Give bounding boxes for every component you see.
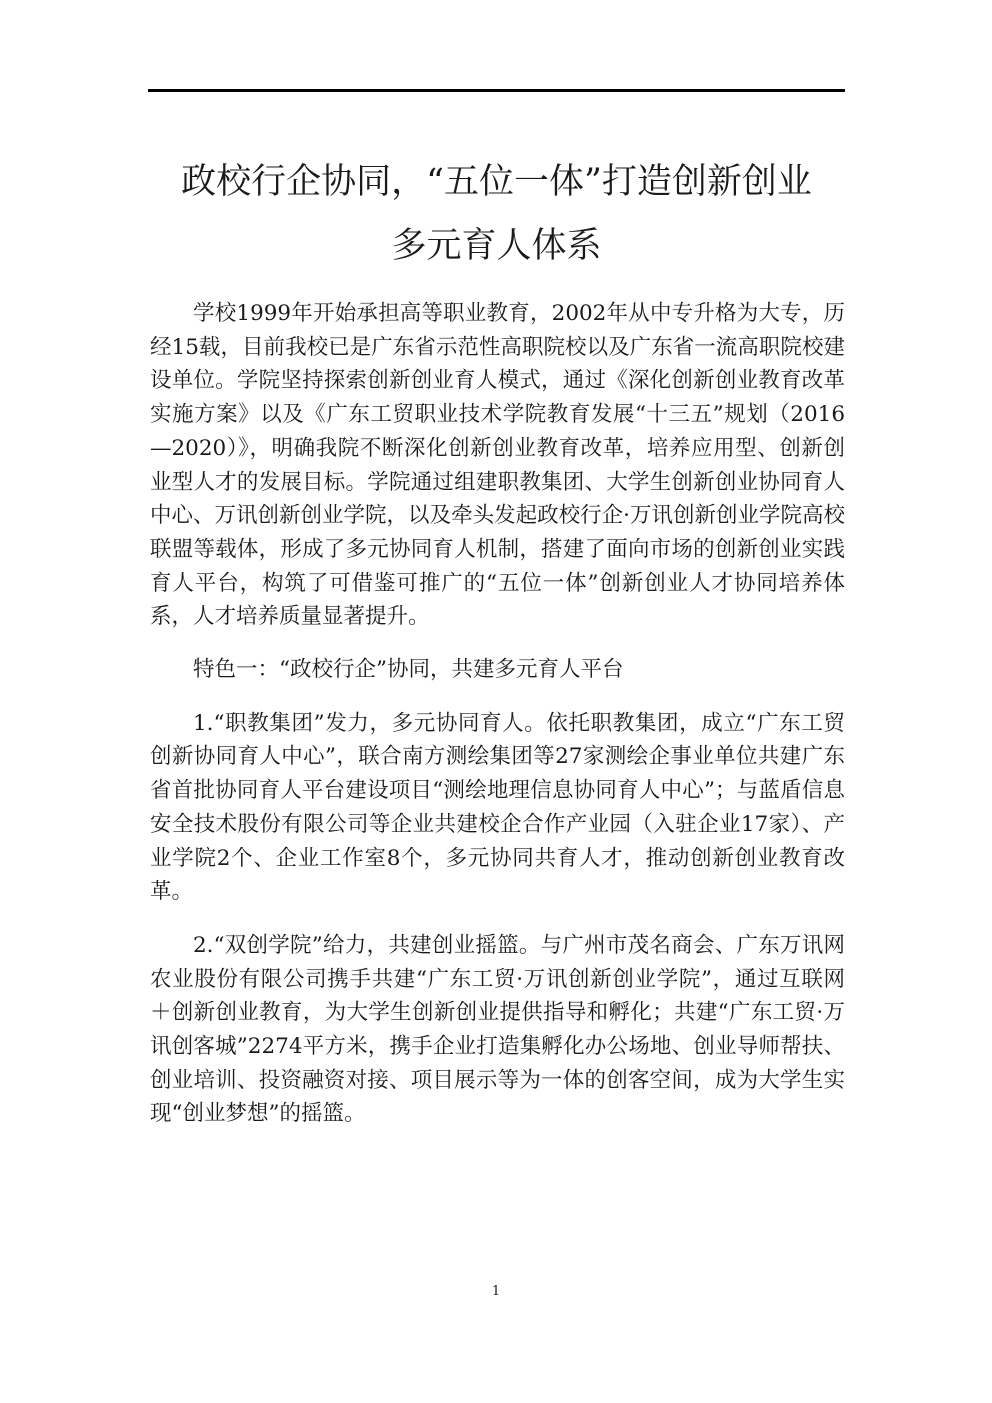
- document-title: [148, 150, 845, 278]
- page-number: 1: [491, 1284, 501, 1299]
- header-rule: [148, 89, 845, 92]
- section-heading: 特色一：“政校行企”协同，共建多元育人平台: [193, 657, 624, 683]
- item-2-paragraph: 2.“双创学院”给力，共建创业摇篮。与广州市茂名商会、广东万讯网农业股份有限公司携手共建“广东工贸·万讯创新创业学院”，通过互联网＋创新创业教育，为大学生创新创业提供指导和孵化；共建“广东工贸·万讯创客城”2274平方米，携手企业打造集孵化办公场地、创业导师帮扶、创业培训、投资融资对接、项目展示等为一体的创客空间，成为大学生实现“创业梦想”的摇篮。: [150, 932, 845, 1127]
- intro-paragraph: 学校1999年开始承担高等职业教育，2002年从中专升格为大专，历经15载，目前我校已是广东省示范性高职院校以及广东省一流高职院校建设单位。学院坚持探索创新创业育人模式，通过《深化创新创业教育改革实施方案》以及《广东工贸职业技术学院教育发展“十三五”规划（2016—2020）》，明确我院不断深化创新创业教育改革，培养应用型、创新创业型人才的发展目标。学院通过组建职教集团、大学生创新创业协同育人中心、万讯创新创业学院，以及牵头发起政校行企·万讯创新创业学院高校联盟等载体，形成了多元协同育人机制，搭建了面向市场的创新创业实践育人平台，构筑了可借鉴可推广的“五位一体”创新创业人才协同培养体系，人才培养质量显著提升。: [150, 301, 845, 630]
- item-1-paragraph: 1.“职教集团”发力，多元协同育人。依托职教集团，成立“广东工贸创新协同育人中心”，联合南方测绘集团等27家测绘企事业单位共建广东省首批协同育人平台建设项目“测绘地理信息协同育人中心”；与蓝盾信息安全技术股份有限公司等企业共建校企合作产业园（入驻企业17家）、产业学院2个、企业工作室8个，多元协同共育人才，推动创新创业教育改革。: [150, 710, 845, 905]
- title-line-2: 多元育人体系: [391, 226, 602, 266]
- title-line-1: 政校行企协同，“五位一体”打造创新创业: [181, 162, 812, 202]
- document-body: [150, 297, 845, 1131]
